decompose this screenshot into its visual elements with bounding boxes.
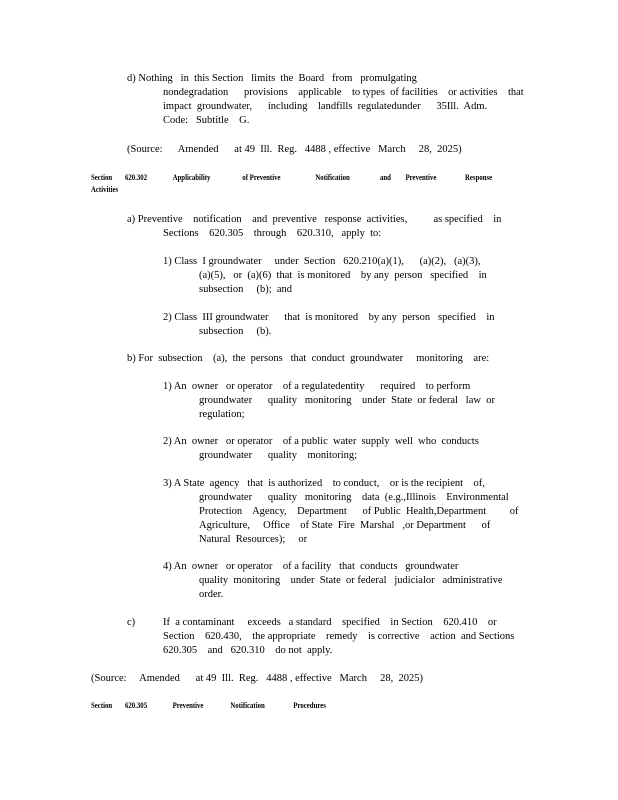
item-b3-first-line: 3) A State agency that is authorized to conduct, or is the recipient of,: [163, 478, 485, 489]
item-b1-first-line: 1) An owner or operator of a regulatedentity required to perform: [163, 381, 471, 392]
item-b4-line-3: order.: [199, 589, 224, 600]
heading-word-2: Notification: [230, 701, 265, 710]
heading-label: Section: [91, 173, 113, 182]
item-b1-line-3: regulation;: [199, 409, 245, 420]
item-c-label: c): [127, 617, 136, 628]
heading-word-6: Response: [465, 173, 493, 182]
section-620-305-heading: [91, 700, 326, 712]
item-b4-first-line: 4) An owner or operator of a facility that conducts groundwater: [163, 561, 459, 572]
item-a2-first-line: 2) Class III groundwater that is monitored by any person specified in: [163, 312, 495, 323]
item-a1-line-3: subsection (b); and: [199, 284, 293, 295]
heading-word-3: Procedures: [293, 701, 326, 710]
heading-word-2: of Preventive: [242, 173, 281, 182]
item-b2-first-line: 2) An owner or operator of a public water supply well who conducts: [163, 436, 479, 447]
source-note-1: (Source: Amended at 49 Ill. Reg. 4488 , effective March 28, 2025): [127, 144, 462, 155]
heading-label: Section: [91, 701, 113, 710]
item-c-line-2: Section 620.430, the appropriate remedy is corrective action and Sections: [163, 631, 515, 642]
item-a-first-line: a) Preventive notification and preventive response activities, as specified in: [127, 214, 502, 225]
item-c-first-line: If a contaminant exceeds a standard specified in Section 620.410 or: [163, 617, 497, 628]
heading-word-5: Preventive: [405, 173, 437, 182]
item-b2-line-2: groundwater quality monitoring;: [199, 450, 358, 461]
heading-word-1: Preventive: [172, 701, 204, 710]
heading-word-4: and: [380, 173, 391, 182]
item-d-line-3: impact groundwater, including landfills regulatedunder 35Ill. Adm.: [163, 101, 488, 112]
heading-word-1: Applicability: [172, 173, 211, 182]
item-d-line-2: nondegradation provisions applicable to types of facilities or activities that: [163, 87, 524, 98]
item-b1-line-2: groundwater quality monitoring under State or federal law or: [199, 395, 495, 406]
source-note-2: (Source: Amended at 49 Ill. Reg. 4488 , effective March 28, 2025): [91, 673, 423, 684]
item-c-line-3: 620.305 and 620.310 do not apply.: [163, 645, 333, 656]
heading-word-3: Notification: [315, 173, 350, 182]
item-a2-line-2: subsection (b).: [199, 326, 272, 337]
item-a1-line-2: (a)(5), or (a)(6) that is monitored by any person specified in: [199, 270, 487, 281]
item-b-first-line: b) For subsection (a), the persons that conduct groundwater monitoring are:: [127, 353, 490, 364]
item-d-line-4: Code: Subtitle G.: [163, 115, 250, 126]
item-b4-line-2: quality monitoring under State or federal judicialor administrative: [199, 575, 503, 586]
item-b3-line-2: groundwater quality monitoring data (e.g.,Illinois Environmental: [199, 492, 509, 503]
section-620-302-heading: [91, 172, 492, 184]
heading-number: 620.302: [125, 173, 148, 182]
heading-number: 620.305: [125, 701, 148, 710]
item-b3-line-4: Agriculture, Office of State Fire Marshal ,or Department of: [199, 520, 491, 531]
item-b3-line-5: Natural Resources); or: [199, 534, 308, 545]
heading-word-7: Activities: [91, 185, 119, 194]
item-a-line-2: Sections 620.305 through 620.310, apply to:: [163, 228, 382, 239]
item-b3-line-3: Protection Agency, Department of Public Health,Department of: [199, 506, 519, 517]
item-d-first-line: d) Nothing in this Section limits the Board from promulgating: [127, 73, 417, 84]
item-a1-first-line: 1) Class I groundwater under Section 620.210(a)(1), (a)(2), (a)(3),: [163, 256, 481, 267]
